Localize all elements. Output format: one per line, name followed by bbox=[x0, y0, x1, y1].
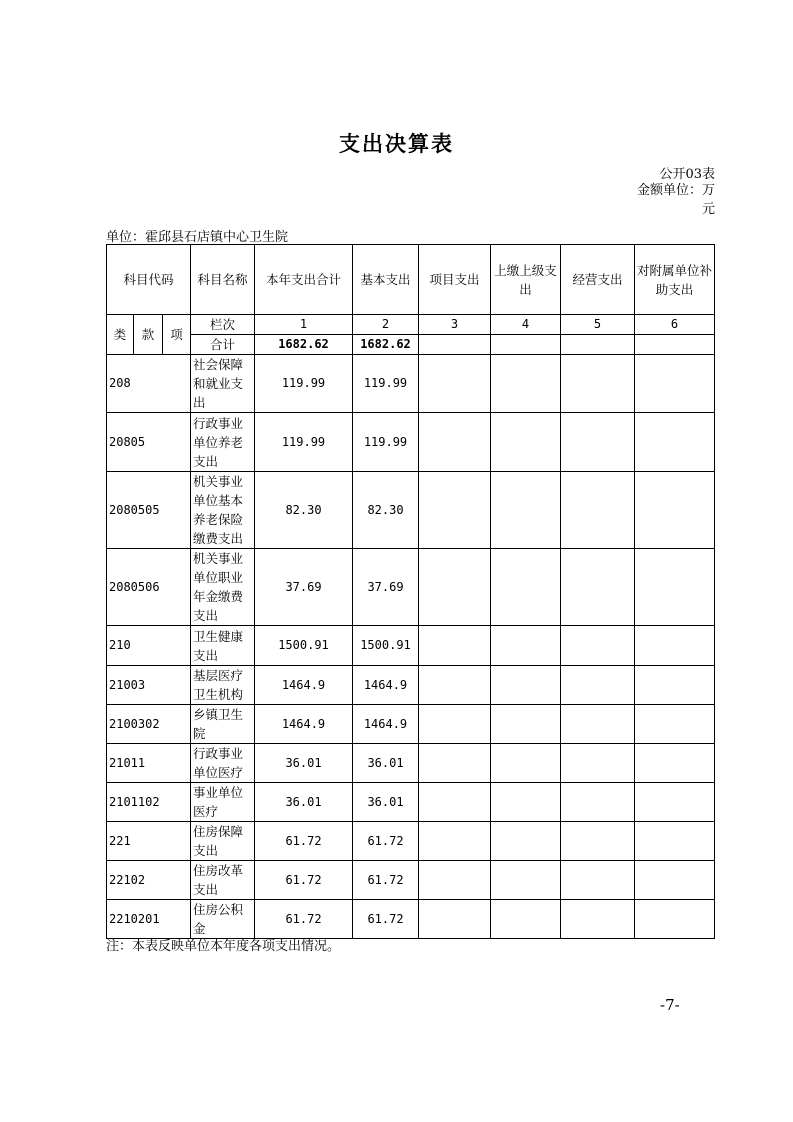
table-row bbox=[107, 626, 715, 666]
row-upper bbox=[491, 900, 561, 939]
header-upper: 上缴上级支出 bbox=[491, 245, 561, 315]
row-subsidiary bbox=[635, 666, 715, 705]
row-code: 2080505 bbox=[107, 472, 191, 549]
row-business bbox=[561, 861, 635, 900]
col-number-5: 5 bbox=[561, 315, 635, 335]
row-name: 行政事业单位养老支出 bbox=[191, 413, 255, 472]
row-project bbox=[419, 822, 491, 861]
row-upper bbox=[491, 822, 561, 861]
row-name: 住房公积金 bbox=[191, 900, 255, 939]
row-business bbox=[561, 783, 635, 822]
table-row bbox=[107, 549, 715, 626]
amount-unit bbox=[625, 181, 715, 219]
table-row bbox=[107, 666, 715, 705]
row-subsidiary bbox=[635, 822, 715, 861]
row-subsidiary bbox=[635, 472, 715, 549]
row-project bbox=[419, 355, 491, 413]
total-business bbox=[561, 335, 635, 355]
row-upper bbox=[491, 549, 561, 626]
row-name: 住房保障支出 bbox=[191, 822, 255, 861]
row-total: 119.99 bbox=[255, 355, 353, 413]
row-subsidiary bbox=[635, 413, 715, 472]
table-row bbox=[107, 355, 715, 413]
row-basic: 61.72 bbox=[353, 861, 419, 900]
row-project bbox=[419, 472, 491, 549]
row-total: 61.72 bbox=[255, 900, 353, 939]
header-lei: 类 bbox=[107, 315, 134, 355]
row-name: 卫生健康支出 bbox=[191, 626, 255, 666]
row-project bbox=[419, 413, 491, 472]
row-project bbox=[419, 549, 491, 626]
row-code: 21011 bbox=[107, 744, 191, 783]
header-business: 经营支出 bbox=[561, 245, 635, 315]
header-row bbox=[107, 245, 715, 315]
total-basic: 1682.62 bbox=[353, 335, 419, 355]
row-total: 36.01 bbox=[255, 744, 353, 783]
header-xiang: 项 bbox=[163, 315, 191, 355]
col-number-3: 3 bbox=[419, 315, 491, 335]
row-business bbox=[561, 413, 635, 472]
table-row bbox=[107, 822, 715, 861]
table-row bbox=[107, 705, 715, 744]
column-number-row bbox=[107, 315, 715, 335]
organization-label: 单位：霍邱县石店镇中心卫生院 bbox=[106, 230, 289, 245]
row-business bbox=[561, 705, 635, 744]
row-upper bbox=[491, 413, 561, 472]
row-business bbox=[561, 355, 635, 413]
col-number-6: 6 bbox=[635, 315, 715, 335]
row-basic: 82.30 bbox=[353, 472, 419, 549]
form-number: 公开03表 bbox=[659, 167, 715, 182]
row-total: 1500.91 bbox=[255, 626, 353, 666]
col-number-2: 2 bbox=[353, 315, 419, 335]
amount-unit-line2: 元 bbox=[701, 202, 715, 217]
header-name: 科目名称 bbox=[191, 245, 255, 315]
row-name: 社会保障和就业支出 bbox=[191, 355, 255, 413]
amount-unit-line1: 金额单位：万 bbox=[636, 183, 715, 198]
row-name: 行政事业单位医疗 bbox=[191, 744, 255, 783]
row-total: 37.69 bbox=[255, 549, 353, 626]
row-subsidiary bbox=[635, 626, 715, 666]
row-name: 基层医疗卫生机构 bbox=[191, 666, 255, 705]
table-row bbox=[107, 861, 715, 900]
row-upper bbox=[491, 626, 561, 666]
row-code: 210 bbox=[107, 626, 191, 666]
row-basic: 1500.91 bbox=[353, 626, 419, 666]
row-code: 2080506 bbox=[107, 549, 191, 626]
table-note: 注：本表反映单位本年度各项支出情况。 bbox=[106, 939, 341, 954]
row-project bbox=[419, 861, 491, 900]
page-number: -7- bbox=[660, 996, 680, 1014]
row-code: 208 bbox=[107, 355, 191, 413]
header-project: 项目支出 bbox=[419, 245, 491, 315]
table-row bbox=[107, 472, 715, 549]
total-subsidiary bbox=[635, 335, 715, 355]
page-title: 支出决算表 bbox=[339, 131, 454, 156]
row-upper bbox=[491, 861, 561, 900]
row-basic: 36.01 bbox=[353, 783, 419, 822]
row-project bbox=[419, 705, 491, 744]
total-upper bbox=[491, 335, 561, 355]
table-row bbox=[107, 783, 715, 822]
row-basic: 36.01 bbox=[353, 744, 419, 783]
row-total: 82.30 bbox=[255, 472, 353, 549]
expenditure-table bbox=[106, 244, 715, 939]
row-total: 61.72 bbox=[255, 822, 353, 861]
header-code: 科目代码 bbox=[107, 245, 191, 315]
total-row bbox=[107, 335, 715, 355]
row-business bbox=[561, 744, 635, 783]
row-code: 20805 bbox=[107, 413, 191, 472]
row-code: 2210201 bbox=[107, 900, 191, 939]
row-name: 乡镇卫生院 bbox=[191, 705, 255, 744]
row-subsidiary bbox=[635, 783, 715, 822]
row-basic: 1464.9 bbox=[353, 705, 419, 744]
header-total: 本年支出合计 bbox=[255, 245, 353, 315]
row-business bbox=[561, 472, 635, 549]
row-upper bbox=[491, 666, 561, 705]
total-label: 合计 bbox=[191, 335, 255, 355]
row-business bbox=[561, 900, 635, 939]
row-upper bbox=[491, 744, 561, 783]
row-subsidiary bbox=[635, 744, 715, 783]
header-basic: 基本支出 bbox=[353, 245, 419, 315]
header-subsidiary: 对附属单位补助支出 bbox=[635, 245, 715, 315]
row-upper bbox=[491, 705, 561, 744]
row-upper bbox=[491, 355, 561, 413]
row-business bbox=[561, 626, 635, 666]
row-subsidiary bbox=[635, 861, 715, 900]
row-code: 2100302 bbox=[107, 705, 191, 744]
row-total: 61.72 bbox=[255, 861, 353, 900]
table-row bbox=[107, 413, 715, 472]
row-basic: 37.69 bbox=[353, 549, 419, 626]
row-project bbox=[419, 744, 491, 783]
row-project bbox=[419, 666, 491, 705]
row-name: 机关事业单位基本养老保险缴费支出 bbox=[191, 472, 255, 549]
total-amount: 1682.62 bbox=[255, 335, 353, 355]
row-code: 221 bbox=[107, 822, 191, 861]
row-basic: 119.99 bbox=[353, 413, 419, 472]
row-subsidiary bbox=[635, 355, 715, 413]
row-upper bbox=[491, 472, 561, 549]
row-basic: 119.99 bbox=[353, 355, 419, 413]
row-business bbox=[561, 822, 635, 861]
row-project bbox=[419, 626, 491, 666]
header-lanci: 栏次 bbox=[191, 315, 255, 335]
col-number-4: 4 bbox=[491, 315, 561, 335]
row-total: 1464.9 bbox=[255, 666, 353, 705]
row-name: 住房改革支出 bbox=[191, 861, 255, 900]
row-subsidiary bbox=[635, 549, 715, 626]
row-business bbox=[561, 549, 635, 626]
row-business bbox=[561, 666, 635, 705]
row-upper bbox=[491, 783, 561, 822]
row-basic: 1464.9 bbox=[353, 666, 419, 705]
total-project bbox=[419, 335, 491, 355]
row-name: 机关事业单位职业年金缴费支出 bbox=[191, 549, 255, 626]
row-subsidiary bbox=[635, 705, 715, 744]
row-basic: 61.72 bbox=[353, 822, 419, 861]
row-basic: 61.72 bbox=[353, 900, 419, 939]
row-total: 36.01 bbox=[255, 783, 353, 822]
row-project bbox=[419, 900, 491, 939]
header-kuan: 款 bbox=[134, 315, 163, 355]
row-code: 22102 bbox=[107, 861, 191, 900]
row-code: 2101102 bbox=[107, 783, 191, 822]
col-number-1: 1 bbox=[255, 315, 353, 335]
row-code: 21003 bbox=[107, 666, 191, 705]
table-row bbox=[107, 744, 715, 783]
row-total: 119.99 bbox=[255, 413, 353, 472]
row-subsidiary bbox=[635, 900, 715, 939]
row-name: 事业单位医疗 bbox=[191, 783, 255, 822]
table-row bbox=[107, 900, 715, 939]
row-project bbox=[419, 783, 491, 822]
row-total: 1464.9 bbox=[255, 705, 353, 744]
